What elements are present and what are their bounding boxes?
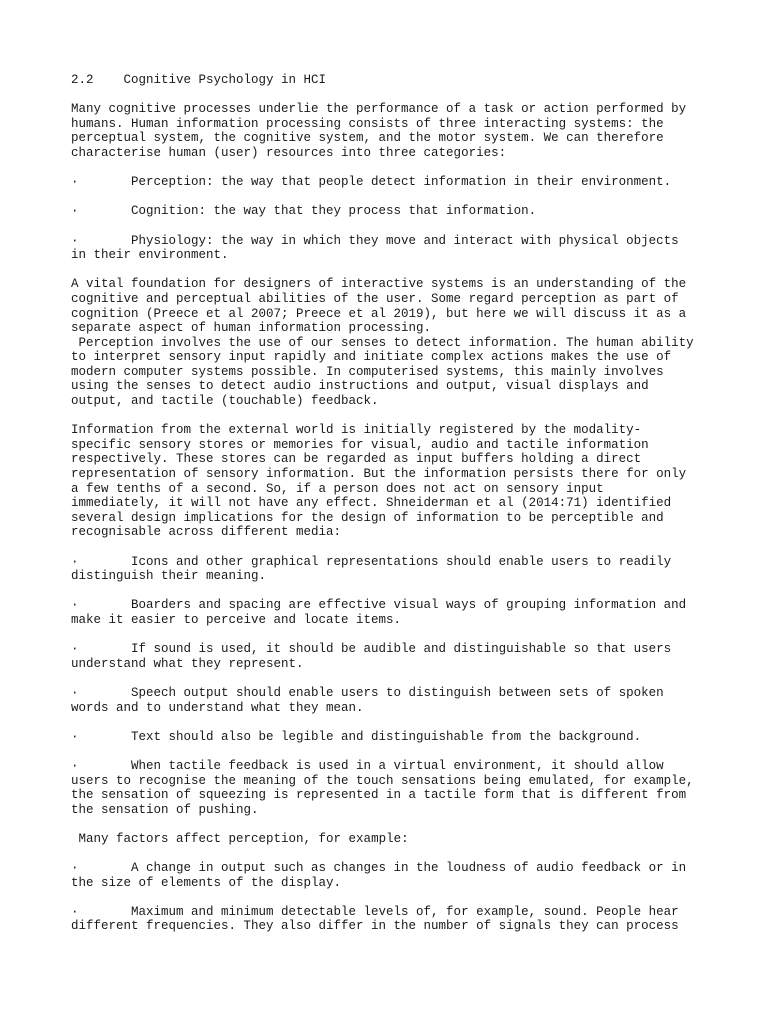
bullet-icons: · Icons and other graphical representations should enable users to readily distinguish their meaning. xyxy=(71,554,672,584)
bullet-tactile: · When tactile feedback is used in a virtual environment, it should allow users to recognise the meaning of the touch sensations being emulated, for example, the sensation of squeezing is represented in a tactile form that is different from the sensation of pushing. xyxy=(71,758,694,817)
bullet-text: · Text should also be legible and distinguishable from the background. xyxy=(71,729,642,744)
foundation-paragraph: A vital foundation for designers of interactive systems is an understanding of the cognitive and perceptual abilities of the user. Some regard perception as part of cognition (Preece et al 2007; Preece et al 2019), but here we will discuss it as a separate aspect of human information processing. Perception involves the use of our senses to detect information. The human ability to interpret sensory input rapidly and initiate complex actions makes the use of modern computer systems possible. In computerised systems, this mainly involves using the senses to detect audio instructions and output, visual displays and output, and tactile (touchable) feedback. xyxy=(71,277,694,409)
bullet-physiology: · Physiology: the way in which they move and interact with physical objects in their environment. xyxy=(71,233,679,263)
factors-intro: Many factors affect perception, for example: xyxy=(71,831,409,846)
bullet-output-change: · A change in output such as changes in the loudness of audio feedback or in the size of elements of the display. xyxy=(71,861,687,890)
bullet-speech: · Speech output should enable users to distinguish between sets of spoken words and to understand what they mean. xyxy=(71,685,664,715)
sensory-paragraph: Information from the external world is initially registered by the modality- specific sensory stores or memories for visual, audio and tactile information respectively. These stores can be regarded as input buffers holding a direct representation of sensory information. But the information persists there for only a few tenths of a second. So, if a person does not act on sensory input immediately, it will not have any effect. Shneiderman et al (2014:71) identified several design implications for the design of information to be perceptible and recognisable across different media: xyxy=(71,423,687,540)
bullet-detectable-levels: · Maximum and minimum detectable levels of, for example, sound. People hear different frequencies. They also differ in the number of signals they can process xyxy=(71,904,679,934)
section-heading: 2.2 Cognitive Psychology in HCI xyxy=(71,73,327,87)
bullet-cognition: · Cognition: the way that they process that information. xyxy=(71,204,537,219)
bullet-sound: · If sound is used, it should be audible and distinguishable so that users understand what they represent. xyxy=(71,642,672,671)
bullet-perception: · Perception: the way that people detect information in their environment. xyxy=(71,175,672,190)
document-page xyxy=(71,73,711,934)
bullet-borders: · Boarders and spacing are effective visual ways of grouping information and make it easier to perceive and locate items. xyxy=(71,598,687,627)
intro-paragraph: Many cognitive processes underlie the performance of a task or action performed by humans. Human information processing consists of three interacting systems: the perceptual system, the cognitive system, and the motor system. We can therefore characterise human (user) resources into three categories: xyxy=(71,102,687,160)
